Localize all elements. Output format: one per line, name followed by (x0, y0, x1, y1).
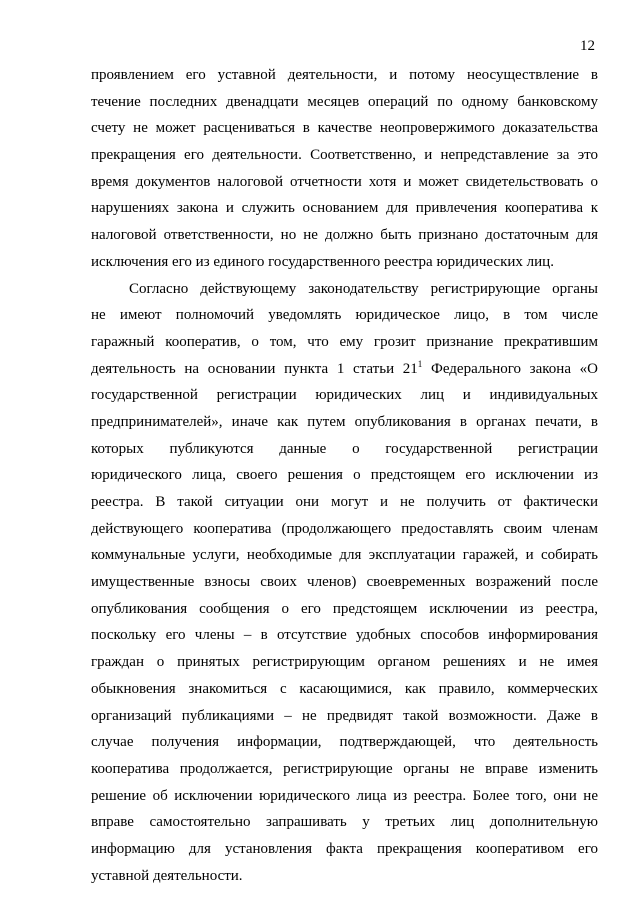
text-line: вправе самостоятельно запрашивать у третьих лиц дополнительную (91, 814, 598, 831)
text-line: имущественные взносы своих членов) своевременных возражений после (91, 574, 598, 591)
text-line: кооператива продолжается, регистрирующие органы не вправе изменить (91, 760, 598, 777)
text-line: государственной регистрации юридических лиц и индивидуальных (91, 387, 598, 404)
footnote-mark: 1 (417, 358, 423, 369)
text-line: прекращения его деятельности. Соответственно, и непредставление за это (91, 147, 598, 164)
text-line: не имеют полномочий уведомлять юридическое лицо, в том числе (91, 307, 598, 324)
text-line: граждан о принятых регистрирующим органом решениях и не имея (91, 654, 598, 671)
page-number: 12 (580, 38, 595, 54)
text-line: юридического лица, своего решения о предстоящем его исключении из (91, 467, 598, 484)
body-text (91, 62, 598, 889)
text-line: организаций публикациями – не предвидят такой возможности. Даже в (91, 707, 598, 724)
text-line: которых публикуются данные о государственной регистрации (91, 440, 598, 457)
text-line: счету не может расцениваться в качестве неопровержимого доказательства (91, 120, 598, 137)
text-line-with-footnote (91, 356, 598, 383)
text-line: опубликования сообщения о его предстоящем исключении из реестра, (91, 600, 598, 617)
text-line: исключения его из единого государственного реестра юридических лиц. (91, 253, 554, 270)
text-line: решение об исключении юридического лица из реестра. Более того, они не (91, 787, 598, 804)
text-line: проявлением его уставной деятельности, и потому неосуществление в (91, 67, 598, 83)
text-line: информацию для установления факта прекращения кооперативом его (91, 840, 598, 857)
text-line: поскольку его члены – в отсутствие удобных способов информирования (91, 627, 598, 644)
text-line: предпринимателей», иначе как путем опубликования в органах печати, в (91, 413, 598, 430)
text-line: налоговой ответственности, но не должно быть признано достаточным для (91, 227, 598, 244)
paragraph-2 (91, 276, 598, 890)
text-line: нарушениях закона и служить основанием для привлечения кооператива к (91, 200, 598, 217)
text-line: реестра. В такой ситуации они могут и не получить от фактически (91, 494, 598, 510)
text-segment: деятельность на основании пункта 1 статьи 21 (91, 360, 418, 377)
text-line: время документов налоговой отчетности хотя и может свидетельствовать о (91, 173, 598, 190)
paragraph-1 (91, 62, 598, 276)
text-line: течение последних двенадцати месяцев операций по одному банковскому (91, 93, 598, 110)
text-segment: Федерального закона «О (422, 360, 598, 377)
text-line: уставной деятельности. (91, 867, 243, 884)
text-line: Согласно действующему законодательству регистрирующие органы (129, 280, 598, 297)
text-line: обыкновения знакомиться с касающимися, как правило, коммерческих (91, 680, 598, 697)
text-line: случае получения информации, подтверждающей, что деятельность (91, 734, 598, 751)
text-line: коммунальные услуги, необходимые для эксплуатации гаражей, и собирать (91, 547, 598, 564)
text-line: действующего кооператива (продолжающего предоставлять своим членам (91, 520, 598, 537)
text-line: гаражный кооператив, о том, что ему грозит признание прекратившим (91, 333, 598, 350)
